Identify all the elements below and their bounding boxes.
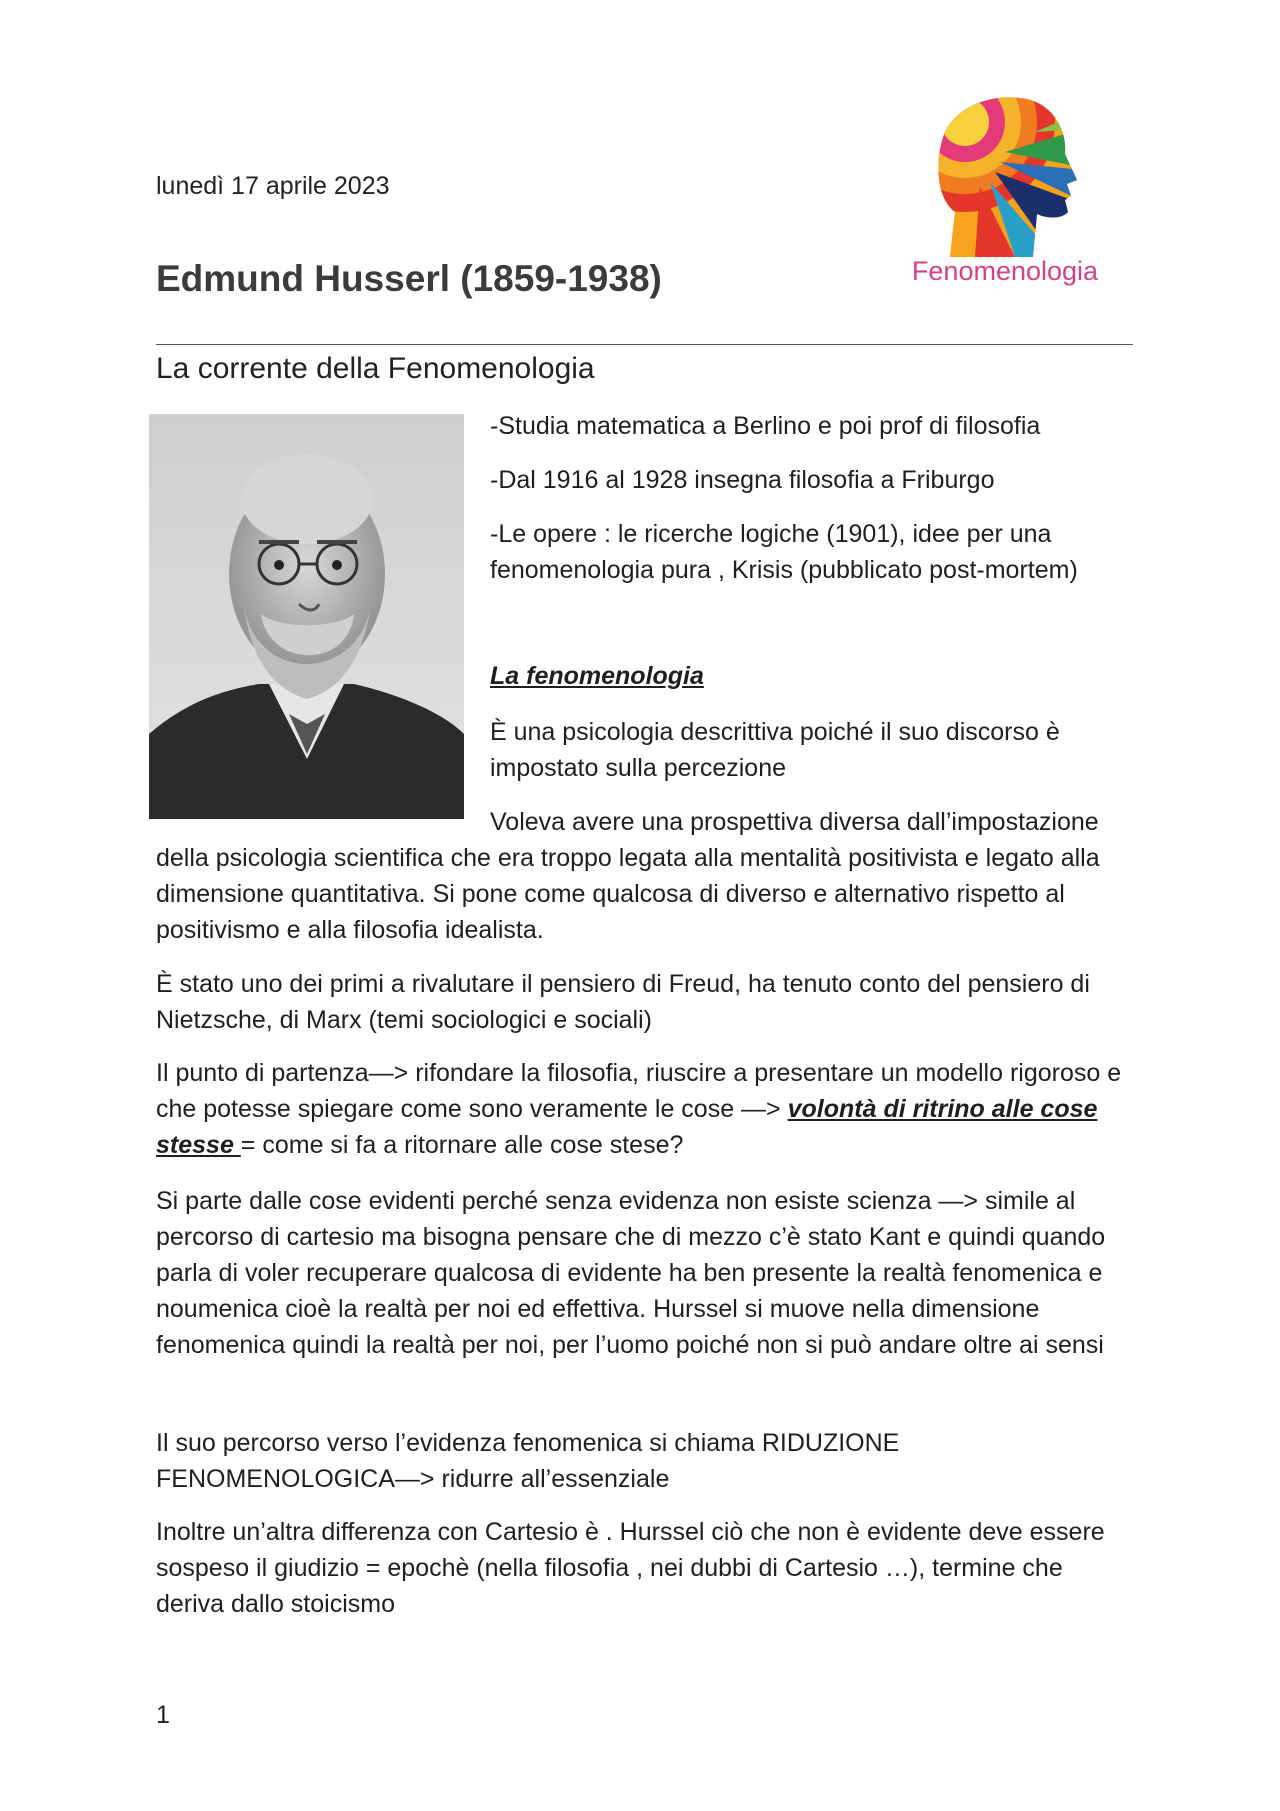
bio-bullet: -Dal 1916 al 1928 insegna filosofia a Friburgo	[490, 466, 995, 494]
title-divider	[156, 344, 1133, 345]
paragraph: Il suo percorso verso l’evidenza fenomenica si chiama RIDUZIONE FENOMENOLOGICA—> ridurre all’essenziale	[156, 1429, 900, 1493]
paragraph-text: = come si fa a ritornare alle cose stese?	[240, 1131, 684, 1159]
bio-bullets	[490, 408, 1130, 606]
bio-bullet: -Le opere : le ricerche logiche (1901), idee per una fenomenologia pura , Krisis (pubblicato post-mortem)	[490, 520, 1078, 584]
head-profile-rainbow-icon	[905, 92, 1105, 257]
page-number: 1	[156, 1701, 170, 1729]
paragraph: Si parte dalle cose evidenti perché senza evidenza non esiste scienza —> simile al percorso di cartesio ma bisogna pensare che di mezzo c’è stato Kant e quindi quando parla di voler recuperare qualcosa di evidente ha ben presente la realtà fenomenica e noumenica cioè la realtà per noi ed effettiva. Hurssel si muove nella dimensione fenomenica quindi la realtà per noi, per l’uomo poiché non si può andare oltre ai sensi	[156, 1187, 1106, 1359]
section-subtitle: La corrente della Fenomenologia	[156, 352, 595, 385]
portrait-photo	[149, 414, 464, 819]
paragraph: Voleva avere una prospettiva diversa dall’impostazione della psicologia scientifica che era troppo legata alla mentalità positivista e legato alla dimensione quantitativa. Si pone come qualcosa di diverso e alternativo rispetto al positivismo e alla filosofia idealista.	[156, 808, 1100, 944]
section-heading: La fenomenologia	[490, 662, 704, 690]
bio-bullet: -Studia matematica a Berlino e poi prof di filosofia	[490, 412, 1041, 440]
paragraph-text: Il punto di partenza—> rifondare la filosofia, riuscire a presentare un modello rigoroso e che potesse spiegare come sono veramente le cose —>	[156, 1059, 1122, 1123]
emphasis-text: volontà di ritrino alle cose stesse	[156, 1095, 1098, 1159]
document-date: lunedì 17 aprile 2023	[156, 172, 390, 200]
logo-text: Fenomenologia	[911, 256, 1099, 286]
paragraph: Inoltre un’altra differenza con Cartesio è . Hurssel ciò che non è evidente deve essere sospeso il giudizio = epochè (nella filosofia , nei dubbi di Cartesio …), termine che deriva dallo stoicismo	[156, 1518, 1105, 1618]
paragraph: È una psicologia descrittiva poiché il suo discorso è impostato sulla percezione	[490, 718, 1060, 782]
paragraph: È stato uno dei primi a rivalutare il pensiero di Freud, ha tenuto conto del pensiero di Nietzsche, di Marx (temi sociologici e sociali)	[156, 970, 1090, 1034]
document-title: Edmund Husserl (1859-1938)	[156, 258, 662, 299]
paragraph	[156, 1055, 1136, 1163]
fenomenologia-logo	[905, 92, 1105, 297]
